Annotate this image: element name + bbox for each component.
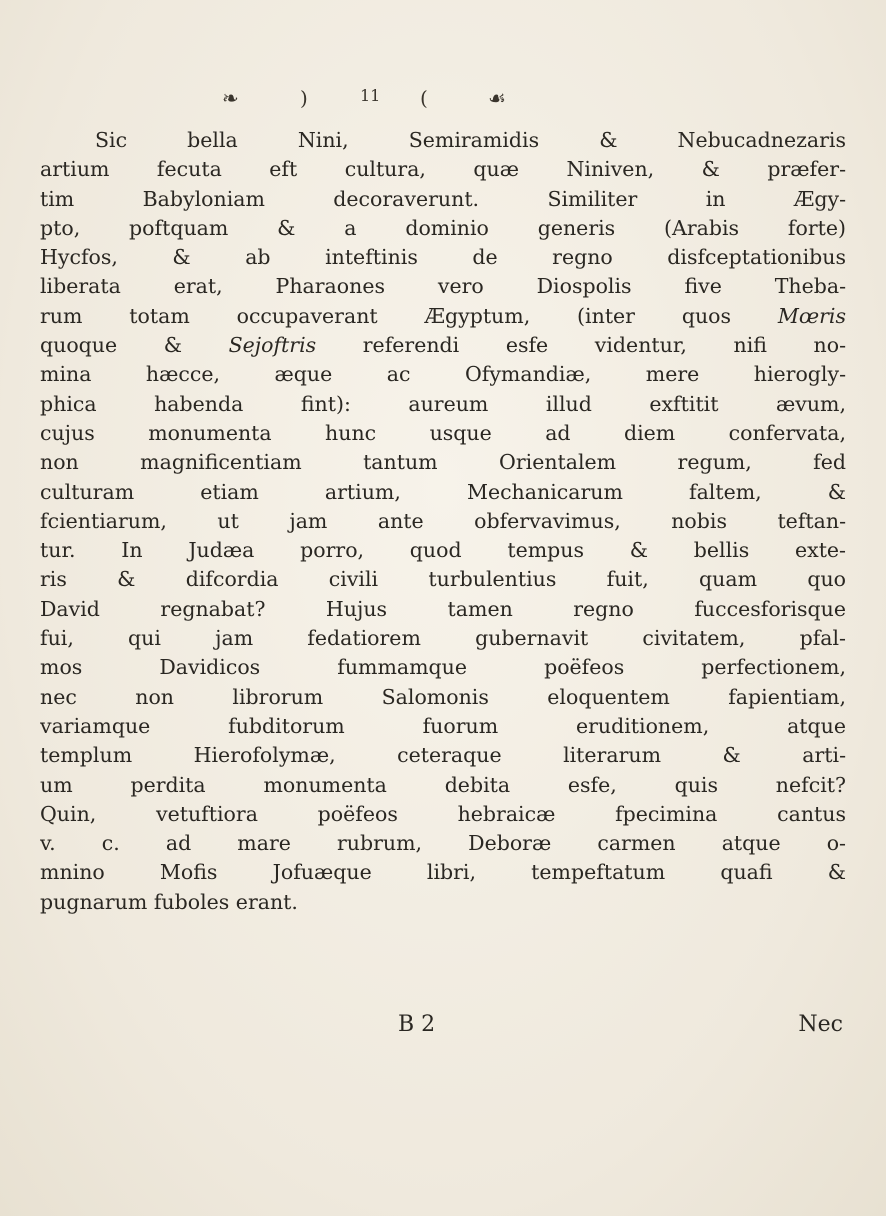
text-line: mina hæcce, æque ac Ofymandiæ, mere hierogly-: [40, 362, 846, 387]
page-header: [0, 86, 886, 126]
text-line: mos Davidicos fummamque poëfeos perfectionem,: [40, 655, 846, 680]
text-line: templum Hierofolymæ, ceteraque literarum & arti-: [40, 743, 846, 768]
text-line: tur. In Judæa porro, quod tempus & bellis exte-: [40, 538, 846, 563]
text-line: cujus monumenta hunc usque ad diem confervata,: [40, 420, 846, 445]
text-line: nec non librorum Salomonis eloquentem fapientiam,: [40, 684, 846, 709]
text-line: non magnificentiam tantum Orientalem regum, fed: [40, 450, 846, 475]
text-line: Hycfos, & ab inteftinis de regno disfceptationibus: [40, 245, 846, 270]
text-line: liberata erat, Pharaones vero Diospolis five Theba-: [40, 274, 846, 299]
text-line: quoque & Sejoftris referendi esfe videntur, nifi no-: [40, 333, 846, 358]
text-line: fcientiarum, ut jam ante obfervavimus, nobis teftan-: [40, 508, 846, 533]
text-line: mnino Mofis Jofuæque libri, tempeftatum quafi &: [40, 860, 846, 885]
italic-word: Mœris: [777, 303, 846, 328]
text-line: artium fecuta eft cultura, quæ Niniven, & præfer-: [40, 157, 846, 182]
ornament-left-icon: ❧: [222, 86, 239, 110]
ornament-right-icon: ☙: [488, 86, 506, 110]
text-line: Quin, vetuftiora poëfeos hebraicæ fpecimina cantus: [40, 801, 846, 826]
text-line: rum totam occupaverant Ægyptum, (inter quos Mœris: [40, 303, 846, 328]
header-paren-open: ): [300, 86, 308, 110]
text-line: Sic bella Nini, Semiramidis & Nebucadnezaris: [95, 128, 846, 152]
text-line: tim Babyloniam decoraverunt. Similiter in Ægy-: [40, 186, 846, 211]
text-line: v. c. ad mare rubrum, Deboræ carmen atque o-: [40, 831, 846, 856]
text-line: um perdita monumenta debita esfe, quis nefcit?: [40, 772, 846, 797]
text-line: pugnarum fuboles erant.: [40, 889, 298, 914]
body-text: [40, 126, 846, 917]
text-line: fui, qui jam fedatiorem gubernavit civitatem, pfal-: [40, 626, 846, 651]
text-line: ris & difcordia civili turbulentius fuit, quam quo: [40, 567, 846, 592]
text-line: David regnabat? Hujus tamen regno fuccesforisque: [40, 596, 846, 621]
text-line: pto, poftquam & a dominio generis (Arabis forte): [40, 215, 846, 240]
signature-mark: B 2: [398, 1012, 436, 1037]
text-line: phica habenda fint): aureum illud exftitit ævum,: [40, 391, 846, 416]
page-number: 11: [360, 86, 381, 105]
page-footer: [0, 1012, 886, 1052]
italic-word: Sejoftris: [228, 333, 317, 358]
text-line: variamque fubditorum fuorum eruditionem, atque: [40, 713, 846, 738]
header-paren-close: (: [420, 86, 428, 110]
catchword: Nec: [798, 1012, 843, 1037]
text-line: culturam etiam artium, Mechanicarum faltem, &: [40, 479, 846, 504]
